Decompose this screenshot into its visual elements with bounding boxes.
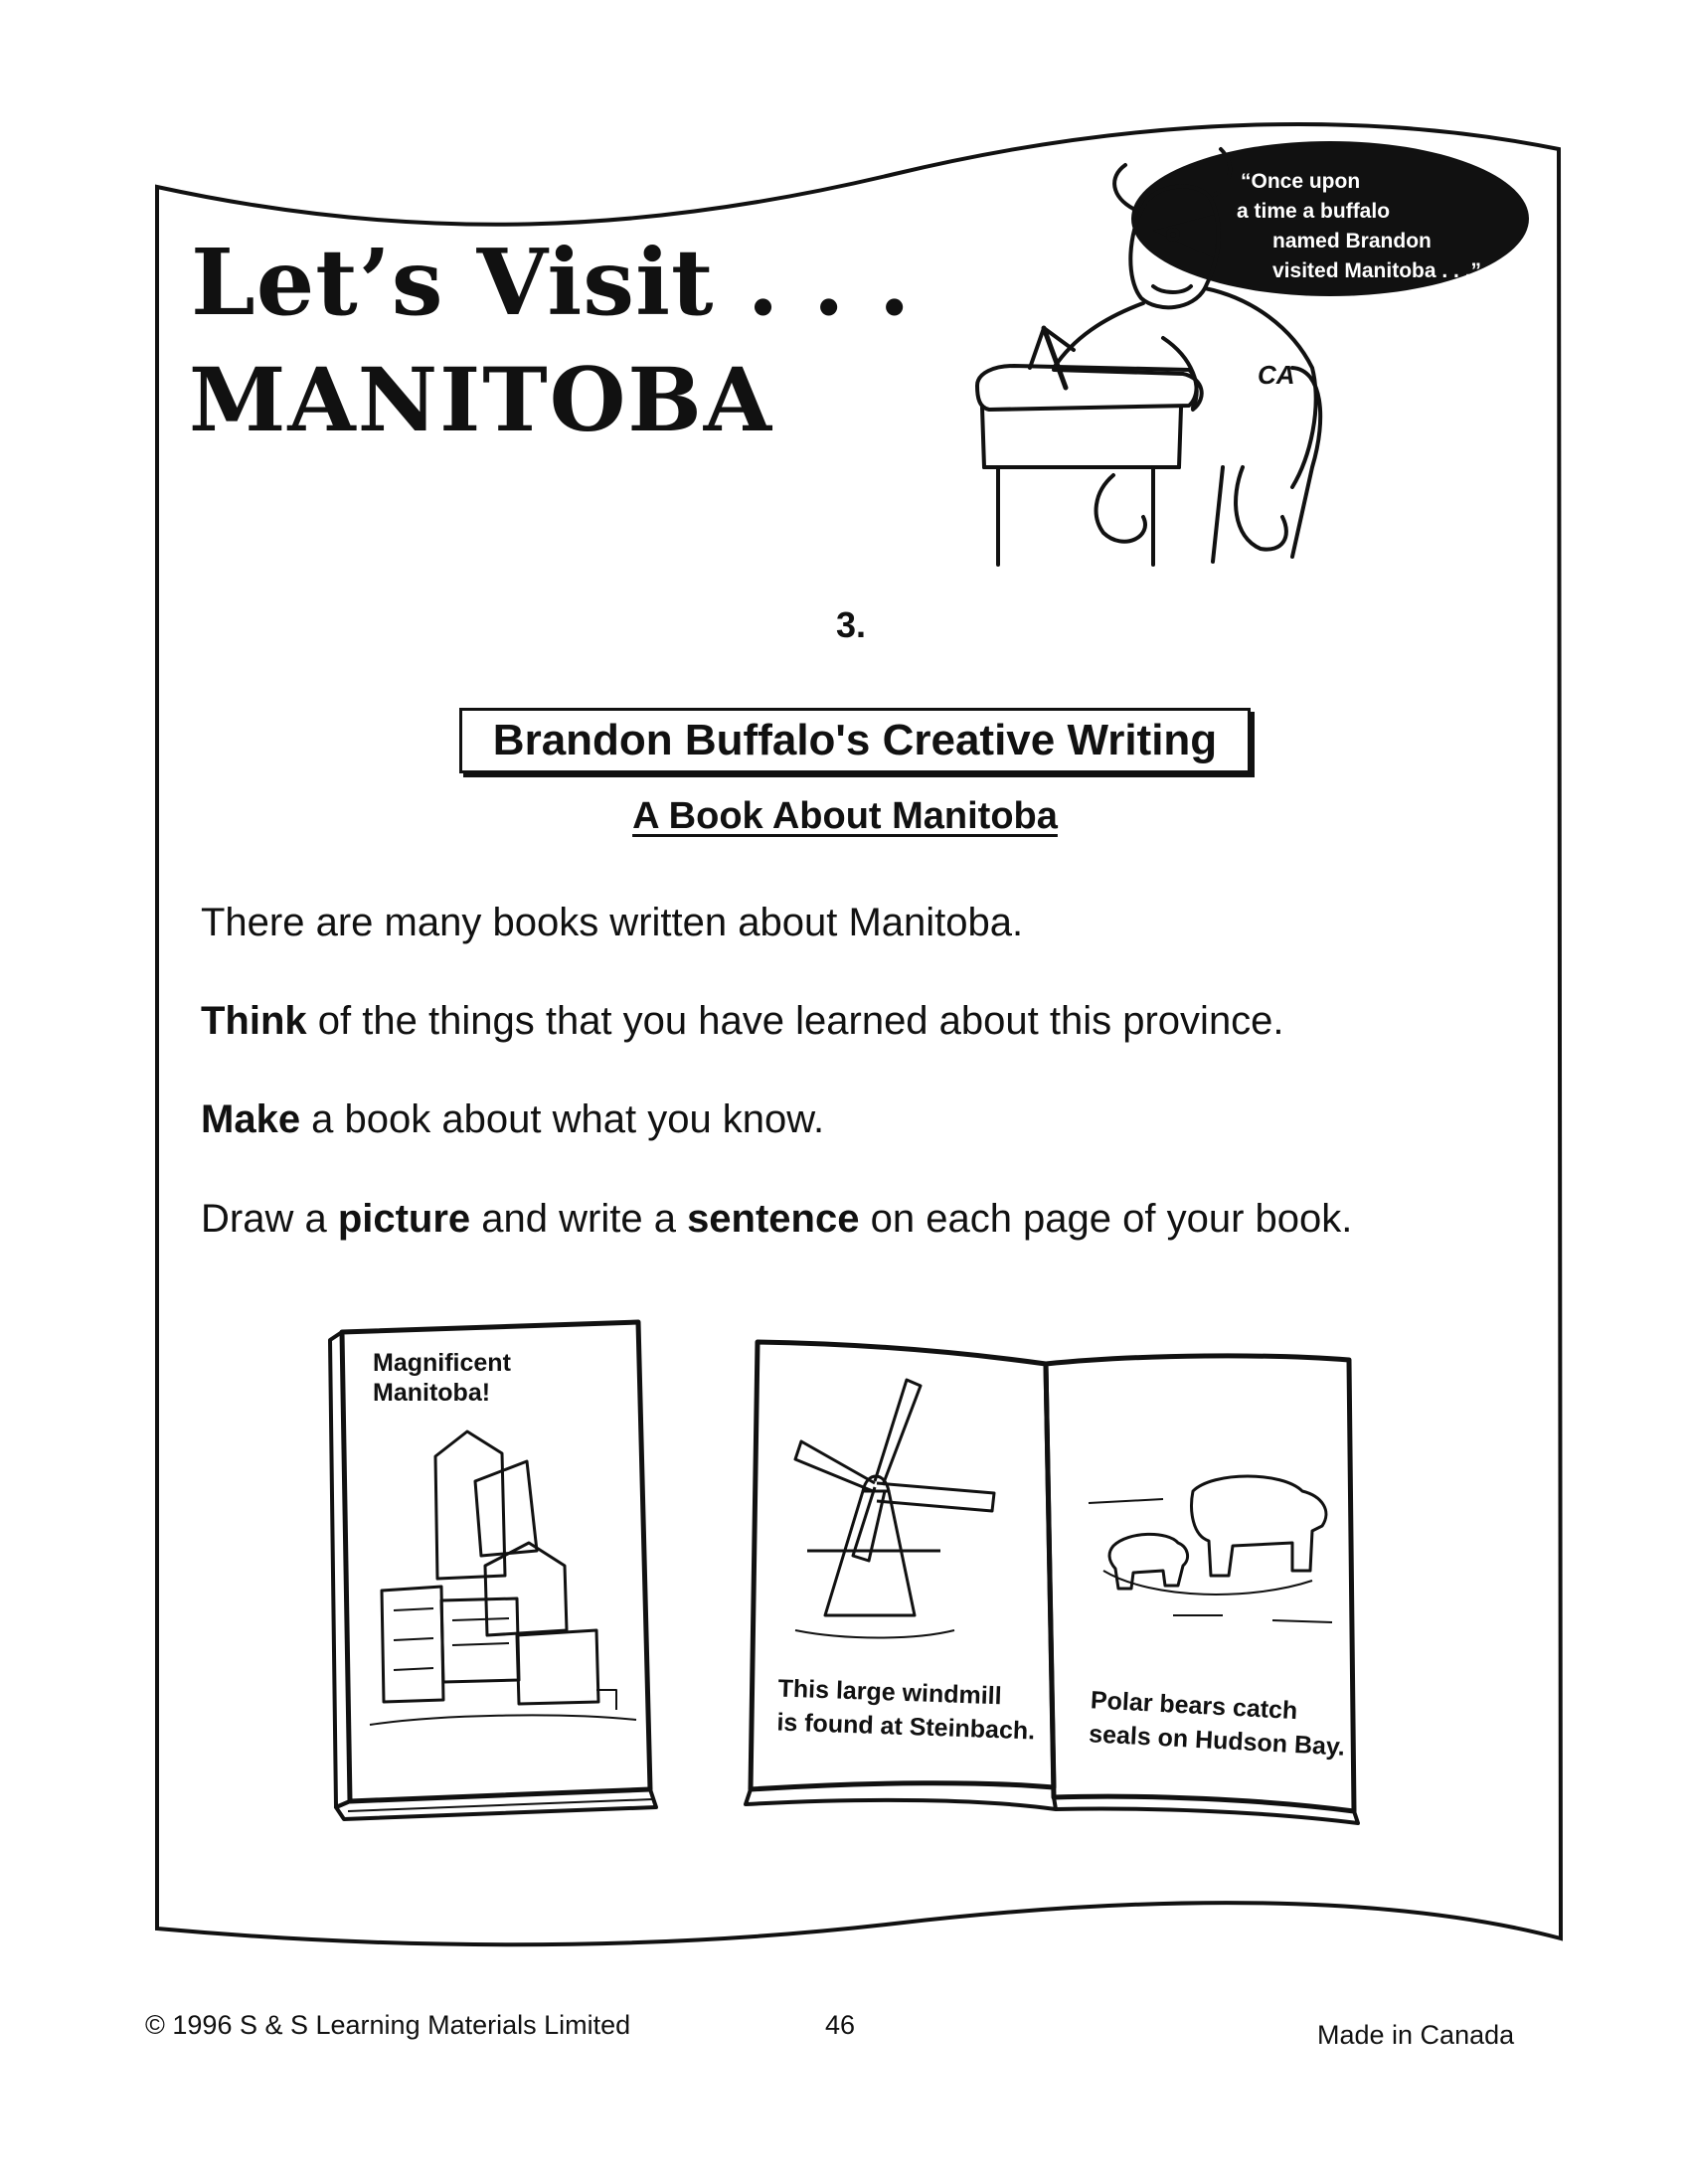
right-page-caption — [1088, 1683, 1347, 1764]
bubble-line: visited Manitoba . . .” — [1272, 259, 1482, 282]
caption-line: is found at Steinbach. — [775, 1708, 1036, 1746]
subtitle: A Book About Manitoba — [632, 795, 1058, 837]
left-page-caption — [776, 1671, 1037, 1748]
paragraph-text: of the things that you have learned about this province. — [306, 999, 1284, 1043]
svg-text:CA: CA — [1258, 360, 1295, 390]
page-title-line2: MANITOBA — [189, 348, 774, 451]
bold-word: Make — [201, 1097, 301, 1141]
cover-title-line: Magnificent — [373, 1349, 511, 1377]
instruction-paragraph-1: There are many books written about Manitoba. — [201, 901, 1024, 944]
bubble-line: a time a buffalo — [1237, 200, 1391, 223]
paragraph-text: Draw a — [201, 1197, 338, 1241]
book-cover-title — [373, 1348, 511, 1408]
paragraph-text: a book about what you know. — [300, 1097, 825, 1141]
activity-number: 3. — [835, 604, 867, 645]
footer-made-in: Made in Canada — [1317, 2020, 1515, 2050]
paragraph-text: on each page of your book. — [859, 1197, 1353, 1241]
speech-bubble-text — [1237, 167, 1499, 286]
instruction-paragraph-3 — [201, 1095, 1443, 1143]
caption-line: This large windmill — [777, 1674, 1003, 1711]
bubble-line: “Once upon — [1241, 170, 1361, 193]
caption-line: seals on Hudson Bay. — [1088, 1720, 1346, 1762]
bubble-line: named Brandon — [1272, 230, 1432, 252]
section-title-box — [459, 708, 1251, 773]
bold-word: picture — [337, 1197, 471, 1241]
bold-word: sentence — [687, 1197, 860, 1241]
footer-copyright: © 1996 S & S Learning Materials Limited — [145, 2010, 631, 2040]
instruction-paragraph-4 — [201, 1195, 1414, 1243]
bold-word: Think — [201, 999, 307, 1043]
paragraph-text: and write a — [470, 1197, 688, 1241]
page-title-line1: Let’s Visit . . . — [191, 229, 912, 336]
caption-line: Polar bears catch — [1090, 1686, 1298, 1726]
cover-title-line: Manitoba! — [373, 1379, 491, 1407]
footer-page-number: 46 — [824, 2010, 856, 2040]
instruction-paragraph-2 — [201, 997, 1443, 1045]
section-title: Brandon Buffalo's Creative Writing — [492, 716, 1218, 764]
